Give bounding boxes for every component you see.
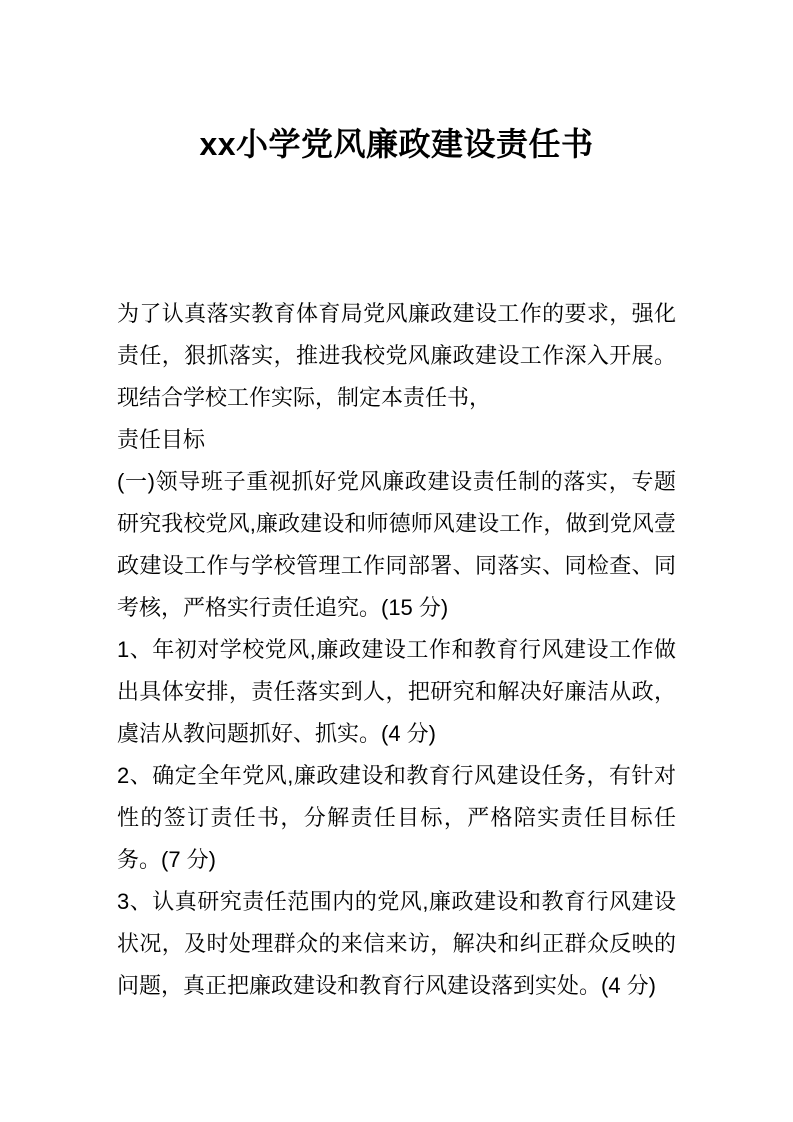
item-3-paragraph: 3、认真研究责任范围内的党风,廉政建设和教育行风建设状况，及时处理群众的来信来访，解决和纠正群众反映的问题，真正把廉政建设和教育行风建设落到实处。(4 分) bbox=[117, 889, 676, 998]
document-body bbox=[0, 293, 793, 1007]
intro-paragraph: 为了认真落实教育体育局党风廉政建设工作的要求，强化责任，狠抓落实，推进我校党风廉政建设工作深入开展。现结合学校工作实际，制定本责任书， bbox=[117, 301, 676, 410]
item-1-paragraph: 1、年初对学校党风,廉政建设工作和教育行风建设工作做出具体安排，责任落实到人，把研究和解决好廉洁从政，虞洁从教问题抓好、抓实。(4 分) bbox=[117, 637, 676, 746]
section-heading-responsibility-goals: 责任目标 bbox=[117, 427, 206, 452]
document-title: xx小学党风廉政建设责任书 bbox=[199, 126, 594, 162]
item-2-paragraph: 2、确定全年党风,廉政建设和教育行风建设任务，有针对性的签订责任书，分解责任目标，严格陪实责任目标任务。(7 分) bbox=[117, 763, 676, 872]
clause-one-paragraph: (一)领导班子重视抓好党风廉政建设责任制的落实，专题研究我校党风,廉政建设和师德师风建设工作，做到党风壹政建设工作与学校管理工作同部署、同落实、同检查、同考核，严格实行责任追究。(15 分) bbox=[117, 469, 676, 620]
